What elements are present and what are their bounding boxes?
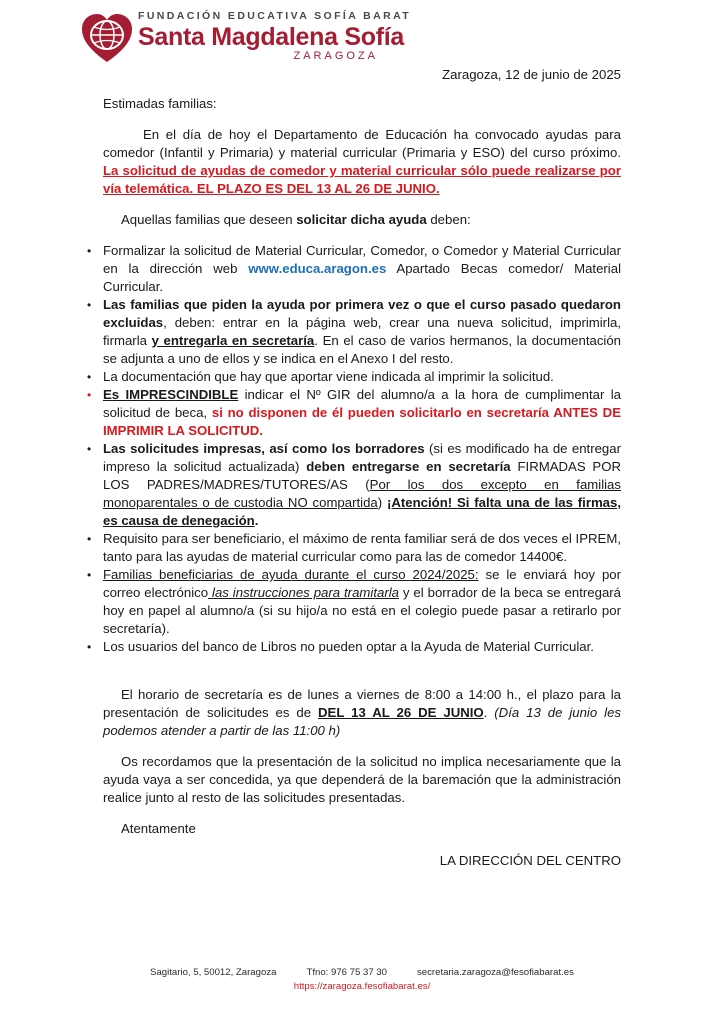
item-text: Apartado Becas comedor/ Material Curricular. <box>103 261 622 294</box>
lead-paragraph <box>103 211 621 229</box>
school-logo <box>80 10 410 72</box>
bullet-icon: • <box>87 640 92 654</box>
item-text: Requisito para ser beneficiario, el máximo de renta familiar será de dos veces el IPREM, tanto para las ayudas de material curricular como para las de comedor 14400€. <box>103 531 621 564</box>
item-bold-underline: ¡Atención! Si falta una de las firmas, es causa de denegación <box>103 495 622 528</box>
list-item <box>87 566 622 638</box>
bullet-icon: • <box>87 370 92 384</box>
hours-text: El horario de secretaría es de lunes a viernes de 8:00 a 14:00 h., el plazo para la presentación de solicitudes es de <box>103 687 621 720</box>
item-text: Formalizar la solicitud de Material Curricular, Comedor, o Comedor y Material Curricular en la dirección web <box>103 243 621 276</box>
signature: LA DIRECCIÓN DEL CENTRO <box>439 853 621 868</box>
footer-address: Sagitario, 5, 50012, Zaragoza <box>150 967 277 978</box>
bullet-icon: • <box>87 244 92 258</box>
item-bold: Las familias que piden la ayuda por primera vez o que el curso pasado quedaron excluidas <box>103 297 621 330</box>
item-text: (si es modificado ha de entregar impreso la solicitud actualizada) <box>103 441 621 474</box>
bullet-icon: • <box>87 298 92 312</box>
list-item <box>87 440 622 530</box>
hours-paragraph <box>103 686 621 740</box>
item-text: ) <box>377 495 387 510</box>
list-item <box>87 638 621 656</box>
reminder-paragraph: Os recordamos que la presentación de la solicitud no implica necesariamente que la ayuda vaya a ser concedida, ya que dependerá de la baremación que la administración realice junto al resto de las solicitudes presentadas. <box>103 754 621 805</box>
letter-body <box>87 66 622 870</box>
hours-note: (Día 13 de junio les podemos atender a partir de las 11:00 h) <box>103 705 621 738</box>
footer-phone: Tfno: 976 75 37 30 <box>306 967 387 978</box>
item-text: . <box>254 513 259 528</box>
item-bold: Las solicitudes impresas, así como los borradores <box>103 441 425 456</box>
item-red: si no disponen de él pueden solicitarlo en secretaría ANTES DE IMPRIMIR LA SOLICITUD. <box>103 405 621 438</box>
foundation-name: FUNDACIÓN EDUCATIVA SOFÍA BARAT <box>138 10 412 22</box>
greeting: Estimadas familias: <box>103 96 217 111</box>
intro-highlight: La solicitud de ayudas de comedor y material curricular sólo puede realizarse por vía telemática. EL PLAZO ES DEL 13 AL 26 DE JUNIO. <box>103 163 621 196</box>
item-italic-underline: las instrucciones para tramitarla <box>208 585 399 600</box>
list-item <box>87 242 622 296</box>
hours-text: . <box>483 705 495 720</box>
item-text: y el borrador de la beca se entregará hoy en papel al alumno/a (si su hijo/a no está en el colegio puede pasar a retirarlo por secretaría). <box>103 585 622 636</box>
item-text: Los usuarios del banco de Libros no pueden optar a la Ayuda de Material Curricular. <box>103 639 594 654</box>
item-underline: Familias beneficiarias de ayuda durante el curso 2024/2025: <box>103 567 479 582</box>
list-item <box>87 530 621 566</box>
bullet-icon: • <box>87 568 92 582</box>
footer-email[interactable]: secretaria.zaragoza@fesofiabarat.es <box>417 967 574 978</box>
school-name: Santa Magdalena Sofía <box>138 23 404 51</box>
item-bold-underline: Es IMPRESCINDIBLE <box>103 387 239 402</box>
intro-text: En el día de hoy el Departamento de Educación ha convocado ayudas para comedor (Infantil y Primaria) y material curricular (Primaria y ESO) del curso próximo. <box>103 127 621 160</box>
bullet-icon: • <box>87 388 92 402</box>
lead-text: Aquellas familias que deseen <box>121 212 297 227</box>
requirements-list <box>85 242 621 656</box>
bullet-icon: • <box>87 532 92 546</box>
item-text: indicar el Nº GIR del alumno/a a la hora de cumplimentar la solicitud de beca, <box>103 387 621 420</box>
item-bold: deben entregarse en secretaría <box>306 459 511 474</box>
page-footer <box>0 966 724 994</box>
list-item <box>87 368 621 386</box>
item-underline: Por los dos excepto en familias monoparentales o de custodia NO compartida <box>103 477 621 510</box>
closing: Atentamente <box>121 821 196 836</box>
item-text: , deben: entrar en la página web, crear una nueva solicitud, imprimirla, firmarla <box>103 315 621 348</box>
item-bold-underline: y entregarla en secretaría <box>151 333 315 348</box>
hours-deadline: DEL 13 AL 26 DE JUNIO <box>318 705 484 720</box>
list-item <box>87 296 622 368</box>
item-text: se le enviará hoy por correo electrónico <box>103 567 622 600</box>
intro-paragraph <box>103 126 621 198</box>
footer-url[interactable]: https://zaragoza.fesofiabarat.es/ <box>293 981 431 992</box>
heart-globe-logo-icon <box>80 12 134 66</box>
educa-link[interactable]: www.educa.aragon.es <box>248 261 387 276</box>
item-text: FIRMADAS POR LOS PADRES/MADRES/TUTORES/AS ( <box>103 459 622 492</box>
item-text: La documentación que hay que aportar viene indicada al imprimir la solicitud. <box>103 369 554 384</box>
bullet-icon: • <box>87 442 92 456</box>
item-text: . En el caso de varios hermanos, la documentación se adjunta a uno de ellos y se indica en el Anexo I del resto. <box>103 333 622 366</box>
lead-end: deben: <box>426 212 471 227</box>
lead-bold: solicitar dicha ayuda <box>296 212 427 227</box>
footer-contact <box>0 966 724 980</box>
school-city: ZARAGOZA <box>293 50 378 62</box>
list-item <box>87 386 621 440</box>
letter-date: Zaragoza, 12 de junio de 2025 <box>442 67 621 82</box>
